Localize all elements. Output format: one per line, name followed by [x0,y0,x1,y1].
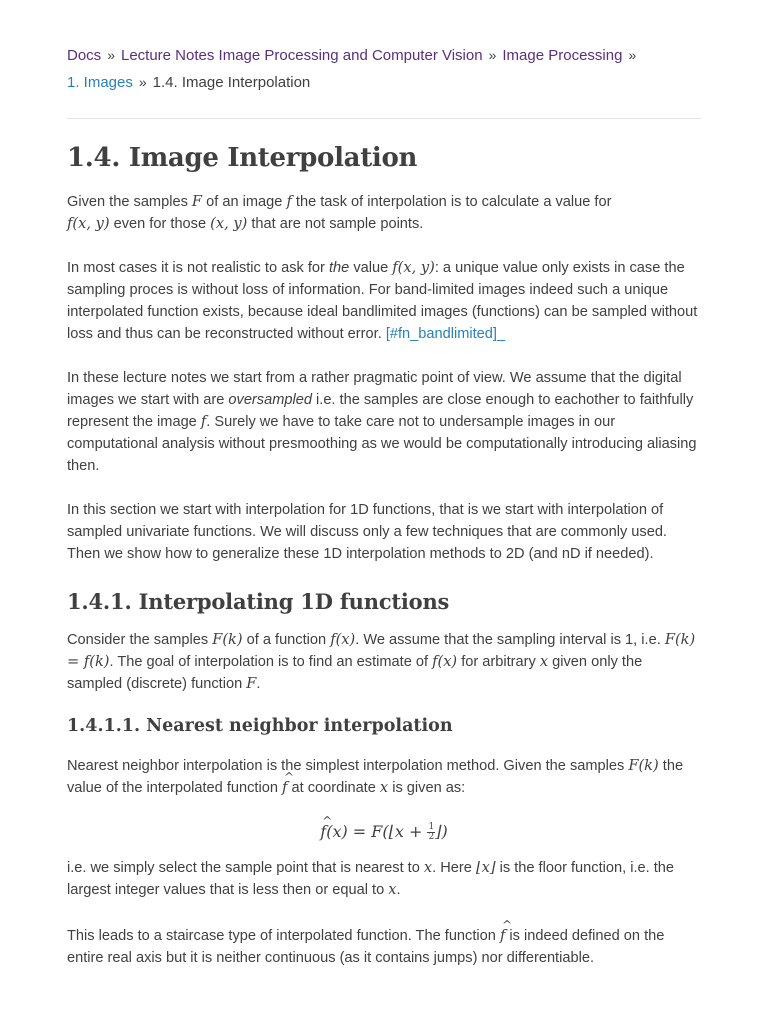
breadcrumb-separator: » [628,47,637,63]
breadcrumb-lecture-notes-link[interactable]: Lecture Notes Image Processing and Computer Vision [120,47,483,64]
breadcrumb-images-link[interactable]: 1. Images [67,74,133,91]
intro-paragraph-3: In these lecture notes we start from a rather pragmatic point of view. We assume that the digital images we start with are oversampled i.e. the samples are close enough to eachother to faithfully represent the image f. Surely we have to take care not to undersample images in our computational analysis without presmoothing as we would be computationally introducing aliasing then. [67,370,697,474]
section-nn-paragraph-1: Nearest neighbor interpolation is the simplest interpolation method. Given the samples F(k) the value of the interpolated function ^ f at coordinate x is given as: [67,755,701,799]
breadcrumb-image-processing-link[interactable]: Image Processing [502,47,623,64]
breadcrumb-separator: » [107,47,115,63]
intro-paragraph-2: In most cases it is not realistic to ask for the value f(x, y): a unique value only exists in case the sampling proces is without loss of information. For band-limited images indeed such a unique interpolated function exists, because ideal bandlimited images (functions) can be sampled without loss and thus can be reconstructed without error. [#fn_bandlimited]_ [67,259,698,342]
section-nn-paragraph-2: i.e. we simply select the sample point that is nearest to x. Here ⌊x⌋ is the floor function, i.e. the largest integer values that is less then or equal to x. [67,859,675,898]
breadcrumb-divider [67,118,701,119]
section-1d-title: 1.4.1. Interpolating 1D functions [67,589,450,614]
breadcrumb-separator: » [488,47,497,63]
intro-paragraph-4: In this section we start with interpolation for 1D functions, that is we start with interpolation of sampled univariate functions. We will discuss only a few techniques that are commonly used. Then we show how to generalize these 1D interpolation methods to 2D (and nD if needed). [67,502,667,562]
breadcrumb-docs-link[interactable]: Docs [67,47,102,64]
section-1d-paragraph: Consider the samples F(k) of a function f(x). We assume that the sampling interval is 1, i.e. F(k) = f(k). The goal of interpolation is to find an estimate of f(x) for arbitrary x given only the sampled (discrete) function F. [67,631,696,692]
page-title: 1.4. Image Interpolation [67,143,418,173]
footnote-bandlimited-link[interactable]: [#fn_bandlimited]_ [385,326,506,342]
nearest-neighbor-equation: ^ f(x) = F(⌊x + $\frac{1}{2}$ ⌋) [67,819,701,845]
section-nn-title: 1.4.1.1. Nearest neighbor interpolation [67,716,453,736]
breadcrumb-current: 1.4. Image Interpolation [152,74,311,91]
breadcrumb [67,0,701,96]
breadcrumb-separator: » [138,74,147,90]
intro-paragraph-1: Given the samples F of an image f the task of interpolation is to calculate a value for f(x, y) even for those (x, y) that are not sample points. [67,193,612,232]
section-nn-paragraph-3: This leads to a staircase type of interpolated function. The function ^ f is indeed defined on the entire real axis but it is neither continuous (as it contains jumps) nor differentiable. [67,925,701,969]
